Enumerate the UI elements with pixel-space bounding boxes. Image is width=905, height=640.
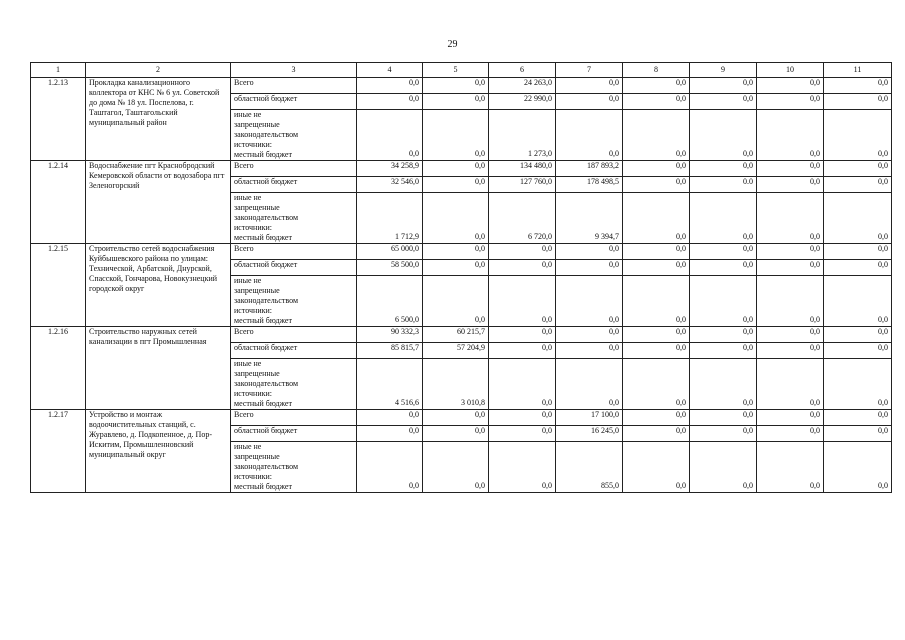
funding-source-text: [234, 260, 353, 270]
table-row: [31, 410, 892, 426]
funding-source-line: Всего: [234, 327, 254, 336]
funding-source: [231, 94, 357, 110]
item-name: Водоснабжение пгт Краснобродский Кемеровской области от водозабора пгт Зеленогорский: [86, 161, 231, 244]
amount-cell: 0,0: [690, 327, 757, 343]
funding-source-line: иные не: [234, 442, 262, 451]
amount-cell: 1 273,0: [489, 110, 556, 161]
funding-source-line: законодательством: [234, 296, 299, 305]
funding-source-line: источники:: [234, 472, 272, 481]
column-header-6: 6: [489, 63, 556, 78]
funding-source-text: [234, 244, 353, 254]
funding-source: [231, 260, 357, 276]
funding-source-line: запрещенные: [234, 286, 280, 295]
amount-cell: 0,0: [757, 426, 824, 442]
column-header-8: 8: [623, 63, 690, 78]
funding-source-line: источники:: [234, 389, 272, 398]
amount-cell: 0,0: [623, 410, 690, 426]
amount-cell: 0,0: [824, 426, 892, 442]
item-name: Строительство сетей водоснабжения Куйбышевского района по улицам: Технической, Арбатской, Днурской, Спасской, Гончарова, Новокузнецкий городской округ: [86, 244, 231, 327]
amount-cell: 0,0: [623, 442, 690, 493]
item-code: 1.2.16: [31, 327, 86, 410]
funding-source-line: источники:: [234, 223, 272, 232]
funding-source-line: областной бюджет: [234, 260, 298, 269]
funding-source-line: областной бюджет: [234, 343, 298, 352]
amount-cell: 134 480,0: [489, 161, 556, 177]
funding-source-line: Всего: [234, 244, 254, 253]
amount-cell: 0,0: [757, 410, 824, 426]
amount-cell: 0,0: [824, 94, 892, 110]
page-number: 29: [447, 39, 458, 50]
funding-source: [231, 177, 357, 193]
amount-cell: 1 712,9: [357, 193, 423, 244]
funding-source-text: [234, 193, 353, 243]
amount-cell: 0,0: [757, 442, 824, 493]
column-header-4: 4: [357, 63, 423, 78]
amount-cell: 22 990,0: [489, 94, 556, 110]
funding-source: [231, 276, 357, 327]
funding-source-text: [234, 94, 353, 104]
amount-cell: 0,0: [757, 161, 824, 177]
funding-source-line: законодательством: [234, 462, 299, 471]
amount-cell: 0,0: [824, 78, 892, 94]
funding-source-text: [234, 78, 353, 88]
amount-cell: 0,0: [824, 359, 892, 410]
budget-table: [30, 62, 892, 493]
amount-cell: 0,0: [623, 110, 690, 161]
amount-cell: 0,0: [824, 193, 892, 244]
amount-cell: 0,0: [357, 78, 423, 94]
funding-source-line: местный бюджет: [234, 399, 292, 408]
funding-source-text: [234, 110, 353, 160]
amount-cell: 0,0: [623, 260, 690, 276]
amount-cell: 0,0: [423, 193, 489, 244]
amount-cell: 0,0: [556, 327, 623, 343]
amount-cell: 34 258,9: [357, 161, 423, 177]
amount-cell: 0,0: [556, 78, 623, 94]
funding-source-line: законодательством: [234, 213, 299, 222]
amount-cell: 0,0: [824, 410, 892, 426]
amount-cell: 0,0: [423, 161, 489, 177]
amount-cell: 0,0: [623, 78, 690, 94]
table-row: [31, 327, 892, 343]
table-row: [31, 244, 892, 260]
amount-cell: 0,0: [690, 442, 757, 493]
funding-source-line: областной бюджет: [234, 426, 298, 435]
funding-source: [231, 244, 357, 260]
funding-source-line: запрещенные: [234, 203, 280, 212]
column-header-7: 7: [556, 63, 623, 78]
amount-cell: 16 245,0: [556, 426, 623, 442]
amount-cell: 60 215,7: [423, 327, 489, 343]
funding-source-line: местный бюджет: [234, 316, 292, 325]
amount-cell: 0,0: [757, 94, 824, 110]
funding-source-line: Всего: [234, 78, 254, 87]
amount-cell: 0,0: [623, 343, 690, 359]
funding-source-line: иные не: [234, 110, 262, 119]
amount-cell: 0,0: [757, 193, 824, 244]
funding-source-line: запрещенные: [234, 120, 280, 129]
funding-source-line: законодательством: [234, 130, 299, 139]
amount-cell: 58 500,0: [357, 260, 423, 276]
amount-cell: 0,0: [623, 161, 690, 177]
funding-source-text: [234, 276, 353, 326]
amount-cell: 0,0: [623, 177, 690, 193]
amount-cell: 855,0: [556, 442, 623, 493]
amount-cell: 4 516,6: [357, 359, 423, 410]
amount-cell: 0,0: [556, 359, 623, 410]
column-header-9: 9: [690, 63, 757, 78]
column-header-3: 3: [231, 63, 357, 78]
amount-cell: 0,0: [556, 110, 623, 161]
amount-cell: 0,0: [757, 343, 824, 359]
funding-source-text: [234, 410, 353, 420]
amount-cell: 0,0: [690, 426, 757, 442]
amount-cell: 0,0: [423, 426, 489, 442]
amount-cell: 0,0: [824, 276, 892, 327]
amount-cell: 0,0: [757, 359, 824, 410]
item-code: 1.2.14: [31, 161, 86, 244]
funding-source-line: местный бюджет: [234, 482, 292, 491]
funding-source-line: законодательством: [234, 379, 299, 388]
item-code: 1.2.15: [31, 244, 86, 327]
amount-cell: 0,0: [824, 260, 892, 276]
amount-cell: 65 000,0: [357, 244, 423, 260]
amount-cell: 0,0: [357, 426, 423, 442]
funding-source: [231, 110, 357, 161]
amount-cell: 0,0: [423, 78, 489, 94]
column-header-1: 1: [31, 63, 86, 78]
item-name: Прокладка канализационного коллектора от КНС № 6 ул. Советской до дома № 18 ул. Поспелова, г. Таштагол, Таштагольский муниципальный район: [86, 78, 231, 161]
amount-cell: 0,0: [824, 110, 892, 161]
amount-cell: 9 394,7: [556, 193, 623, 244]
amount-cell: 57 204,9: [423, 343, 489, 359]
funding-source-line: иные не: [234, 193, 262, 202]
amount-cell: 0,0: [357, 110, 423, 161]
amount-cell: 0,0: [489, 410, 556, 426]
amount-cell: 0,0: [623, 426, 690, 442]
amount-cell: 0,0: [623, 94, 690, 110]
amount-cell: 0,0: [623, 193, 690, 244]
amount-cell: 0,0: [690, 78, 757, 94]
funding-source-text: [234, 343, 353, 353]
item-name: Устройство и монтаж водоочистительных станций, с. Журавлево, д. Подкопенное, д. Пор-Искитим, Промышленновский муниципальный округ: [86, 410, 231, 493]
funding-source-text: [234, 426, 353, 436]
amount-cell: 0,0: [690, 110, 757, 161]
funding-source-text: [234, 359, 353, 409]
amount-cell: 0.0: [690, 177, 757, 193]
amount-cell: 90 332,3: [357, 327, 423, 343]
amount-cell: 0,0: [556, 260, 623, 276]
amount-cell: 0,0: [489, 260, 556, 276]
amount-cell: 0,0: [423, 177, 489, 193]
funding-source-line: местный бюджет: [234, 150, 292, 159]
amount-cell: 0,0: [757, 78, 824, 94]
amount-cell: 0,0: [690, 276, 757, 327]
amount-cell: 0,0: [690, 343, 757, 359]
item-name: Строительство наружных сетей канализации в пгт Промышленная: [86, 327, 231, 410]
amount-cell: 0,0: [423, 410, 489, 426]
amount-cell: 0,0: [556, 343, 623, 359]
amount-cell: 0,0: [423, 260, 489, 276]
amount-cell: 6 500,0: [357, 276, 423, 327]
funding-source-line: запрещенные: [234, 369, 280, 378]
amount-cell: 0,0: [556, 94, 623, 110]
amount-cell: 0,0: [357, 410, 423, 426]
amount-cell: 6 720,0: [489, 193, 556, 244]
funding-source-line: запрещенные: [234, 452, 280, 461]
funding-source-line: местный бюджет: [234, 233, 292, 242]
funding-source-line: источники:: [234, 140, 272, 149]
amount-cell: 0,0: [690, 193, 757, 244]
amount-cell: 0,0: [357, 442, 423, 493]
funding-source-line: Всего: [234, 161, 254, 170]
funding-source-line: Всего: [234, 410, 254, 419]
item-code: 1.2.17: [31, 410, 86, 493]
amount-cell: 0,0: [489, 359, 556, 410]
table-header-row: [31, 63, 892, 78]
table-row: [31, 78, 892, 94]
amount-cell: 127 760,0: [489, 177, 556, 193]
funding-source: [231, 410, 357, 426]
amount-cell: 0,0: [824, 177, 892, 193]
amount-cell: 0,0: [824, 442, 892, 493]
amount-cell: 32 546,0: [357, 177, 423, 193]
item-code: 1.2.13: [31, 78, 86, 161]
amount-cell: 24 263,0: [489, 78, 556, 94]
amount-cell: 17 100,0: [556, 410, 623, 426]
funding-source: [231, 442, 357, 493]
amount-cell: 0,0: [757, 244, 824, 260]
amount-cell: 0,0: [623, 327, 690, 343]
amount-cell: 178 498,5: [556, 177, 623, 193]
amount-cell: 0,0: [757, 260, 824, 276]
funding-source: [231, 359, 357, 410]
amount-cell: 0,0: [623, 359, 690, 410]
funding-source: [231, 343, 357, 359]
amount-cell: 0,0: [623, 276, 690, 327]
amount-cell: 0,0: [556, 244, 623, 260]
amount-cell: 0,0: [489, 244, 556, 260]
amount-cell: 0,0: [690, 94, 757, 110]
amount-cell: 0,0: [489, 327, 556, 343]
funding-source-text: [234, 327, 353, 337]
amount-cell: 0,0: [556, 276, 623, 327]
funding-source-text: [234, 177, 353, 187]
column-header-10: 10: [757, 63, 824, 78]
amount-cell: 85 815,7: [357, 343, 423, 359]
amount-cell: 0,0: [757, 276, 824, 327]
funding-source: [231, 426, 357, 442]
amount-cell: 0,0: [824, 343, 892, 359]
table-row: [31, 161, 892, 177]
amount-cell: 0,0: [489, 426, 556, 442]
funding-source-text: [234, 161, 353, 171]
amount-cell: 0,0: [357, 94, 423, 110]
amount-cell: 0,0: [623, 244, 690, 260]
amount-cell: 0,0: [757, 327, 824, 343]
amount-cell: 0,0: [423, 110, 489, 161]
funding-source-line: иные не: [234, 359, 262, 368]
amount-cell: 0,0: [423, 442, 489, 493]
funding-source: [231, 327, 357, 343]
funding-source-line: областной бюджет: [234, 94, 298, 103]
funding-source-line: областной бюджет: [234, 177, 298, 186]
amount-cell: 0,0: [690, 260, 757, 276]
amount-cell: 0,0: [690, 161, 757, 177]
amount-cell: 0,0: [690, 410, 757, 426]
amount-cell: 0,0: [690, 244, 757, 260]
amount-cell: 0,0: [824, 244, 892, 260]
amount-cell: 0,0: [690, 359, 757, 410]
amount-cell: 0,0: [824, 327, 892, 343]
amount-cell: 0,0: [423, 276, 489, 327]
amount-cell: 0,0: [757, 177, 824, 193]
amount-cell: 0,0: [423, 244, 489, 260]
funding-source-line: иные не: [234, 276, 262, 285]
table-body: [31, 63, 892, 493]
amount-cell: 187 893,2: [556, 161, 623, 177]
funding-source-line: источники:: [234, 306, 272, 315]
column-header-2: 2: [86, 63, 231, 78]
column-header-5: 5: [423, 63, 489, 78]
funding-source: [231, 193, 357, 244]
column-header-11: 11: [824, 63, 892, 78]
amount-cell: 0,0: [489, 343, 556, 359]
amount-cell: 0,0: [757, 110, 824, 161]
amount-cell: 0,0: [489, 276, 556, 327]
amount-cell: 0,0: [489, 442, 556, 493]
amount-cell: 3 010,8: [423, 359, 489, 410]
amount-cell: 0,0: [824, 161, 892, 177]
funding-source: [231, 161, 357, 177]
funding-source-text: [234, 442, 353, 492]
funding-source: [231, 78, 357, 94]
amount-cell: 0,0: [423, 94, 489, 110]
